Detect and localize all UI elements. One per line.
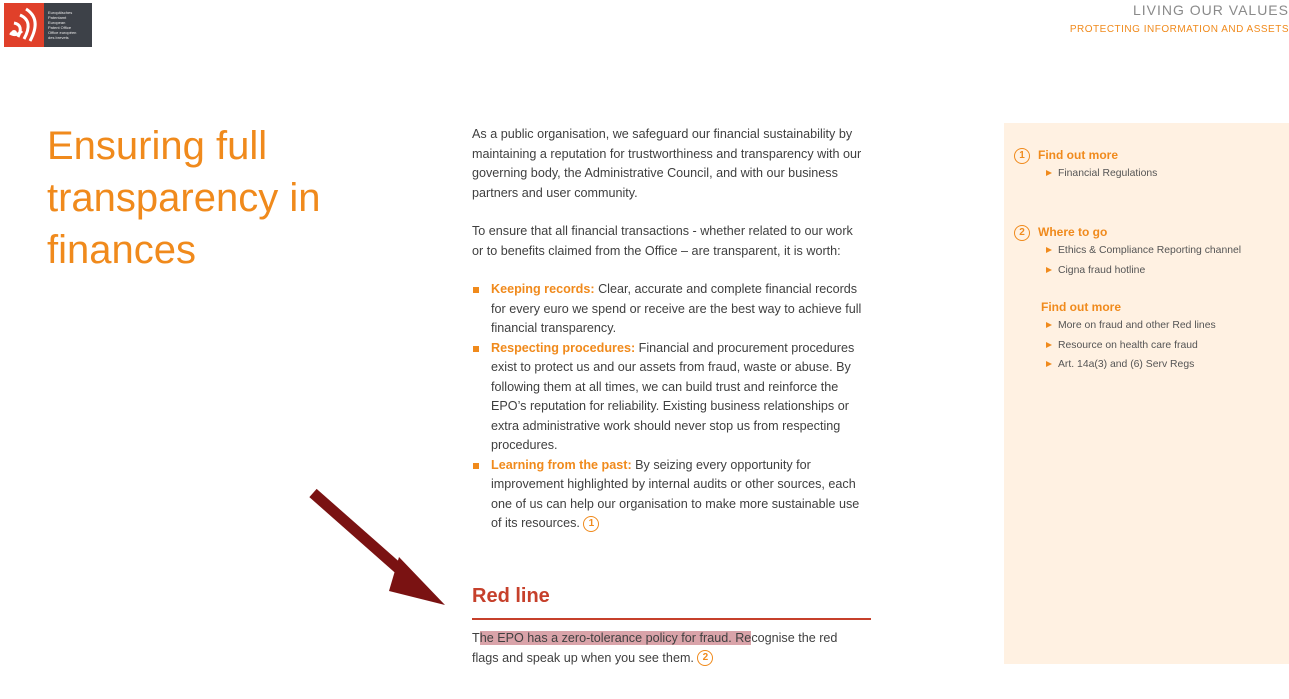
- sidebar-panel: [1004, 123, 1289, 664]
- page-title: Ensuring full transparency in finances: [47, 124, 321, 272]
- sidebar-where-to-go: [1014, 223, 1284, 375]
- bullet-learning-from-past: Learning from the past: By seizing every opportunity for improvement highlighted by internal audits or other sources, each one of us can help our organisation to make more sustainable use of its resources. 1: [472, 456, 867, 534]
- bullet-respecting-procedures: Respecting procedures: Financial and procurement procedures exist to protect us and our assets from fraud, waste or abuse. By following them at all times, we can build trust and reinforce the EPO’s reputation for reliability. Existing business relationships or extra administrative work should never stop us from respecting procedures.: [472, 339, 867, 456]
- epo-logo-text: Europäisches Patentamt European Patent Office Office européen des brevets: [48, 10, 77, 40]
- link-cigna-fraud-hotline[interactable]: Cigna fraud hotline: [1058, 261, 1284, 281]
- link-serv-regs[interactable]: Art. 14a(3) and (6) Serv Regs: [1058, 355, 1284, 375]
- redline-divider: [472, 618, 871, 620]
- bullet-keeping-records: Keeping records: Clear, accurate and complete financial records for every euro we spend or receive are the best way to achieve full financial transparency.: [472, 280, 867, 339]
- sidebar-heading-find-out-more: Find out more: [1038, 148, 1118, 162]
- redline-heading: Red line: [472, 585, 550, 607]
- link-ethics-compliance-channel[interactable]: Ethics & Compliance Reporting channel: [1058, 241, 1284, 261]
- link-fraud-red-lines[interactable]: More on fraud and other Red lines: [1058, 316, 1284, 336]
- main-content: [472, 125, 867, 534]
- reference-1-link[interactable]: 1: [583, 516, 599, 532]
- section-title: LIVING OUR VALUES: [1132, 2, 1289, 18]
- sidebar-heading-where-to-go: Where to go: [1038, 225, 1108, 239]
- epo-logo: [4, 3, 92, 47]
- intro-paragraph: As a public organisation, we safeguard our financial sustainability by maintaining a reputation for trustworthiness and transparency with our governing body, the Administrative Council, and with our business partners and user community.: [472, 127, 862, 200]
- sidebar-subheading-find-out-more: Find out more: [1041, 300, 1121, 314]
- sidebar-find-out-more-1: [1014, 146, 1284, 184]
- redline-text: The EPO has a zero-tolerance policy for fraud. Recognise the red flags and speak up when you see them. 2: [472, 631, 838, 665]
- epo-logo-mark: [4, 3, 44, 47]
- sidebar-number-2: 2: [1014, 225, 1030, 241]
- bullet-list: [472, 280, 867, 534]
- link-financial-regulations[interactable]: Financial Regulations: [1058, 164, 1284, 184]
- reference-2-link[interactable]: 2: [697, 650, 713, 666]
- second-paragraph: To ensure that all financial transactions - whether related to our work or to benefits claimed from the Office – are transparent, it is worth:: [472, 224, 853, 258]
- highlighted-text: he EPO has a zero-tolerance policy for fraud. Re: [479, 631, 752, 645]
- link-health-care-fraud[interactable]: Resource on health care fraud: [1058, 336, 1284, 356]
- sidebar-number-1: 1: [1014, 148, 1030, 164]
- annotation-arrow-icon: [305, 485, 450, 610]
- subsection-title: PROTECTING INFORMATION AND ASSETS: [1069, 24, 1289, 35]
